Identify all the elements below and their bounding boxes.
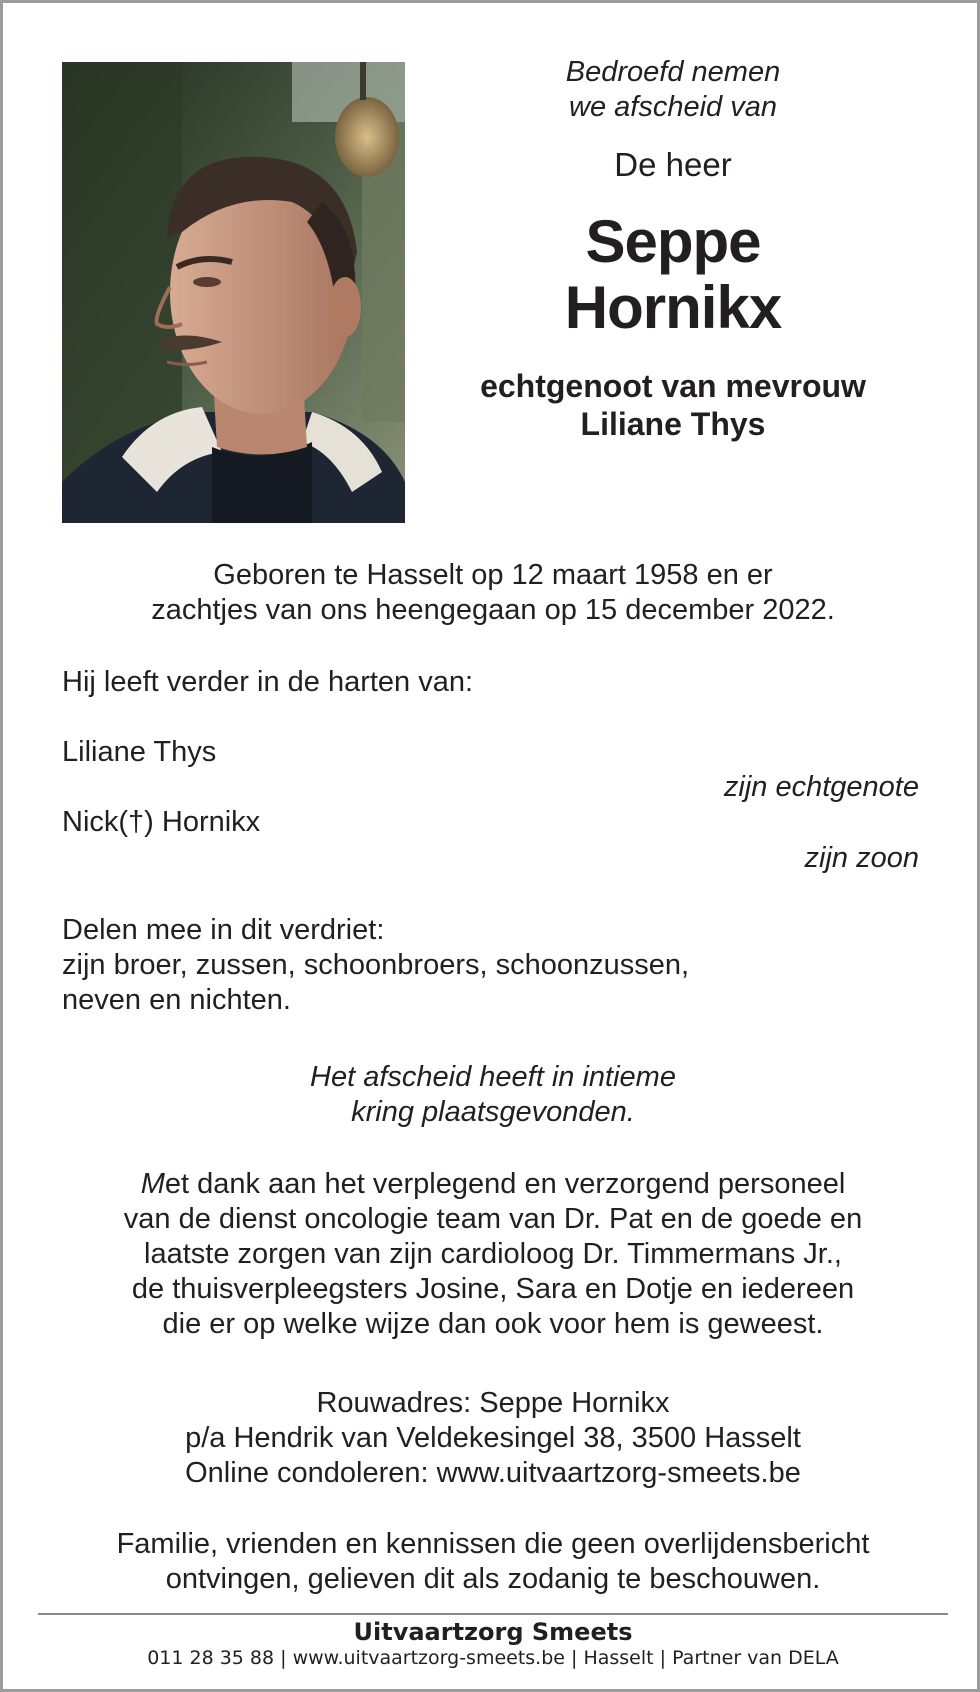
thanks-note <box>43 1167 943 1342</box>
address-line-2: p/a Hendrik van Veldekesingel 38, 3500 Hasselt <box>185 1422 801 1454</box>
birth-line-1: Geboren te Hasselt op 12 maart 1958 en er <box>213 559 773 591</box>
intro-line-1: Bedroefd nemen <box>565 56 781 88</box>
thanks-line-3: laatste zorgen van zijn cardioloog Dr. Timmermans Jr., <box>144 1238 842 1270</box>
survivor-name: Nick(†) Hornikx <box>62 806 261 838</box>
spouse-line-2: Liliane Thys <box>580 406 766 442</box>
footer-divider <box>38 1613 948 1615</box>
notice-line-1: Familie, vrienden en kennissen die geen overlijdensbericht <box>116 1528 870 1560</box>
header <box>423 55 923 443</box>
survivor-name: Liliane Thys <box>62 736 217 768</box>
deceased-name <box>423 209 923 341</box>
notice-text <box>43 1527 943 1597</box>
address-line-1: Rouwadres: Seppe Hornikx <box>316 1387 670 1419</box>
spouse-line-1: echtgenoot van mevrouw <box>480 368 866 404</box>
survivor-relation: zijn zoon <box>804 842 919 874</box>
sharing-grief <box>62 913 922 1018</box>
spouse-info <box>423 367 923 443</box>
sharing-line-3: neven en nichten. <box>62 984 291 1016</box>
survivor-relation: zijn echtgenote <box>723 771 919 803</box>
intro-line-2: we afscheid van <box>569 91 777 123</box>
sharing-line-1: Delen mee in dit verdriet: <box>62 914 385 946</box>
funeral-company-info: 011 28 35 88 | www.uitvaartzorg-smeets.be | Hasselt | Partner van DELA <box>147 1647 839 1669</box>
funeral-company-name: Uitvaartzorg Smeets <box>353 1618 633 1646</box>
birth-death-info <box>43 558 943 628</box>
notice-line-2: ontvingen, gelieven dit als zodanig te beschouwen. <box>165 1563 821 1595</box>
farewell-note <box>43 1060 943 1130</box>
thanks-line-1 <box>43 1167 943 1202</box>
survivors-heading: Hij leeft verder in de harten van: <box>62 666 474 698</box>
honorific-title: De heer <box>614 146 732 183</box>
address-line-3: Online condoleren: www.uitvaartzorg-smeets.be <box>185 1457 801 1489</box>
farewell-line-2: kring plaatsgevonden. <box>351 1096 635 1128</box>
thanks-initial: M <box>140 1168 165 1200</box>
last-name: Hornikx <box>564 274 782 341</box>
thanks-line-5: die er op welke wijze dan ook voor hem is geweest. <box>162 1308 824 1340</box>
mourning-address <box>43 1386 943 1491</box>
first-name: Seppe <box>585 208 761 275</box>
sharing-line-2: zijn broer, zussen, schoonbroers, schoonzussen, <box>62 949 690 981</box>
thanks-line-1-rest: et dank aan het verplegend en verzorgend personeel <box>164 1168 846 1200</box>
thanks-line-4: de thuisverpleegsters Josine, Sara en Dotje en iedereen <box>131 1273 855 1305</box>
portrait-image <box>62 62 405 523</box>
farewell-line-1: Het afscheid heeft in intieme <box>310 1061 676 1093</box>
birth-line-2: zachtjes van ons heengegaan op 15 december 2022. <box>151 594 835 626</box>
portrait-photo <box>62 62 405 523</box>
thanks-line-2: van de dienst oncologie team van Dr. Pat en de goede en <box>123 1203 863 1235</box>
